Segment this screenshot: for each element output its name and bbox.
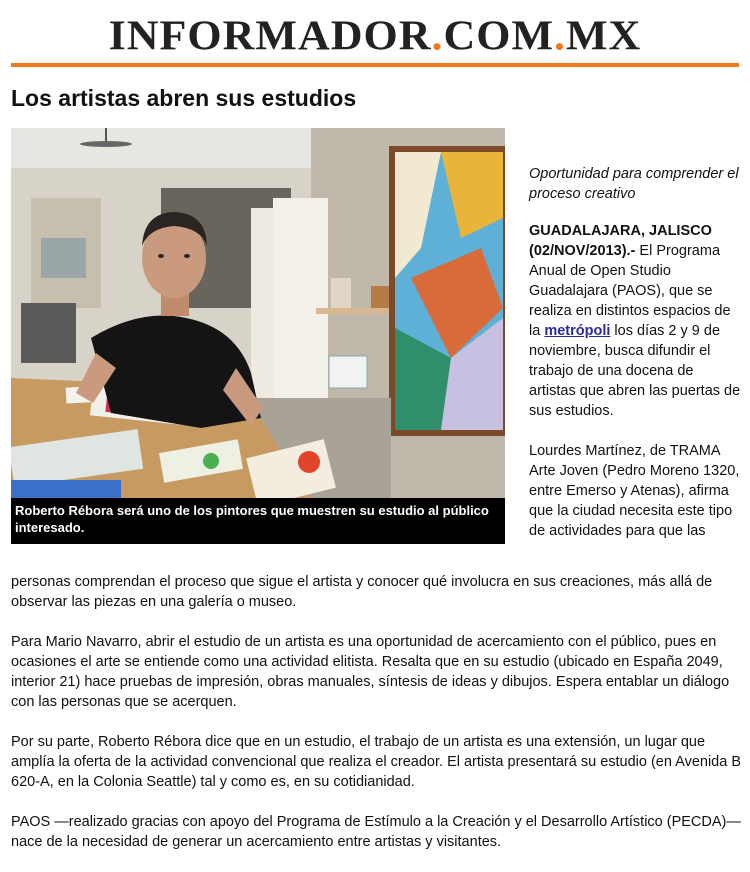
article-body (11, 572, 741, 872)
studio-photo-illustration (11, 128, 505, 498)
article-paragraph-3: Para Mario Navarro, abrir el estudio de un artista es una oportunidad de acercamiento con el público, pues en ocasiones el arte se entiende como una actividad elitista. Resalta que en su estudio (ubicado en España 2049, interior 21) hace pruebas de impresión, obras manuales, síntesis de ideas y dibujos. Espera entablar un diálogo con las personas que se acerquen. (11, 634, 730, 710)
paragraph-1-text-b: los días 2 y 9 de noviembre, busca difundir el trabajo de una docena de artistas que abren las puertas de sus estudios. (529, 323, 741, 419)
photo-caption: Roberto Rébora será uno de los pintores que muestren su estudio al público interesado. (11, 498, 505, 544)
paragraph-1-text-a: El Programa Anual de Open Studio Guadalajara (PAOS), que se realiza en distintos espacios de la (529, 243, 731, 339)
site-logo[interactable]: INFORMADOR.COM.MX (108, 12, 642, 59)
article-side-column (529, 164, 743, 561)
metropoli-link[interactable]: metrópoli (544, 323, 611, 339)
article-paragraph-1 (529, 221, 743, 421)
article-headline: Los artistas abren sus estudios (11, 85, 357, 111)
article-paragraph-5: PAOS —realizado gracias con apoyo del Programa de Estímulo a la Creación y el Desarrollo Artístico (PECDA)— nace de la necesidad de generar un acercamiento entre artistas y visitantes. (11, 814, 741, 850)
masthead (0, 12, 750, 60)
article-subtitle: Oportunidad para comprender el proceso creativo (529, 166, 739, 202)
article-dateline: GUADALAJARA, JALISCO (02/NOV/2013).- (529, 223, 712, 259)
article-photo (11, 128, 505, 498)
header-divider (11, 63, 739, 67)
article-paragraph-2-end: personas comprendan el proceso que sigue el artista y conocer qué involucra en sus creaciones, más allá de observar las piezas en una galería o museo. (11, 574, 713, 610)
article-paragraph-2-start: Lourdes Martínez, de TRAMA Arte Joven (Pedro Moreno 1320, entre Emerso y Atenas), afirma que la ciudad necesita este tipo de actividades para que las (529, 443, 740, 539)
article-paragraph-4: Por su parte, Roberto Rébora dice que en un estudio, el trabajo de un artista es una extensión, un lugar que amplía la oferta de la actividad convencional que realiza el creador. El artista presentará su estudio (en Avenida B 620-A, en la Colonia Seattle) tal y como es, en su cotidianidad. (11, 734, 742, 790)
